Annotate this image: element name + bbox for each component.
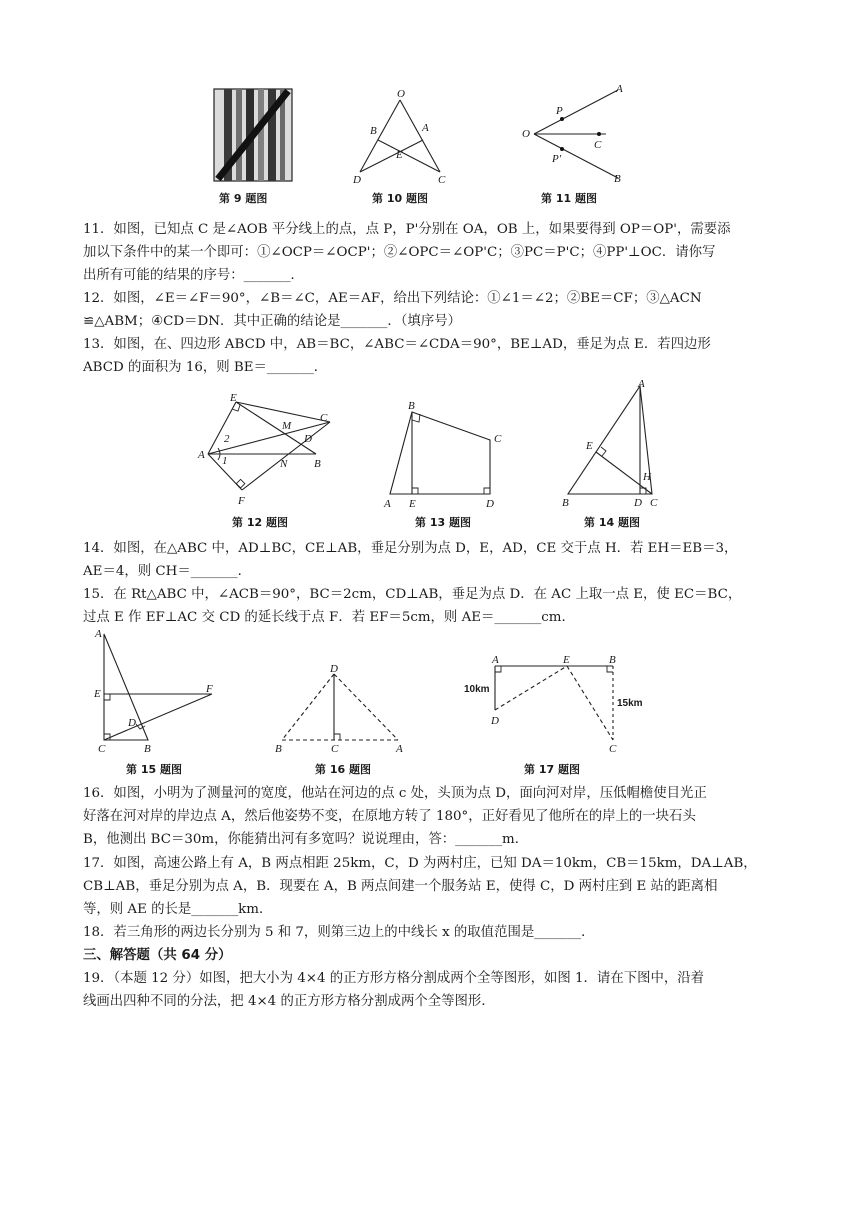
figure-16 — [272, 662, 412, 754]
fig17-cb-label: 15km — [617, 698, 643, 709]
svg-text:A: A — [422, 122, 429, 134]
svg-text:D: D — [128, 717, 136, 729]
svg-text:B: B — [408, 400, 415, 412]
question-12-line-2: ≌△ABM；④CD＝DN．其中正确的结论是_______．（填序号） — [83, 314, 461, 329]
figure-12 — [196, 392, 336, 510]
svg-text:D: D — [304, 433, 312, 445]
svg-text:E: E — [94, 688, 101, 700]
svg-text:D: D — [491, 715, 499, 727]
svg-text:N: N — [280, 458, 288, 470]
svg-text:D: D — [330, 663, 338, 675]
figure-12-caption: 第 12 题图 — [232, 516, 288, 529]
figure-14-caption: 第 14 题图 — [584, 516, 640, 529]
figure-11 — [520, 84, 630, 184]
figure-9 — [214, 89, 292, 181]
question-14-line-1: 14．如图，在△ABC 中，AD⊥BC，CE⊥AB，垂足分别为点 D，E，AD，CE 交于点 H．若 EH＝EB＝3， — [83, 541, 738, 556]
svg-text:D: D — [634, 497, 642, 509]
question-11 — [83, 218, 783, 287]
svg-text:A: A — [616, 83, 623, 95]
question-14 — [83, 537, 783, 583]
svg-text:2: 2 — [224, 433, 230, 445]
question-13 — [83, 333, 783, 379]
question-18-line-1: 18．若三角形的两边长分别为 5 和 7，则第三边上的中线长 x 的取值范围是_______． — [83, 925, 595, 940]
question-15-line-1: 15．在 Rt△ABC 中，∠ACB＝90°，BC＝2cm，CD⊥AB，垂足为点 D．在 AC 上取一点 E，使 EC＝BC， — [83, 587, 742, 602]
svg-text:C: C — [494, 433, 502, 445]
svg-text:E: E — [230, 392, 237, 404]
svg-text:A: A — [638, 378, 645, 390]
svg-text:C: C — [331, 743, 339, 755]
svg-text:B: B — [275, 743, 282, 755]
svg-text:F: F — [206, 683, 213, 695]
figure-13-caption: 第 13 题图 — [415, 516, 471, 529]
svg-text:O: O — [522, 128, 530, 140]
svg-text:E: E — [586, 440, 593, 452]
question-16-line-3: B，他测出 BC＝30m，你能猜出河有多宽吗？说说理由，答：_______m． — [83, 832, 529, 847]
svg-text:P: P — [556, 105, 563, 117]
figure-10-caption: 第 10 题图 — [372, 192, 428, 205]
question-19 — [83, 967, 783, 1013]
svg-text:C: C — [594, 139, 602, 151]
svg-text:M: M — [282, 420, 292, 432]
question-12 — [83, 287, 783, 333]
svg-text:B: B — [314, 458, 321, 470]
svg-text:A: A — [384, 498, 391, 510]
figure-14 — [558, 380, 668, 510]
svg-text:E: E — [396, 149, 403, 161]
svg-text:A: A — [396, 743, 403, 755]
svg-text:C: C — [650, 497, 658, 509]
figure-16-caption: 第 16 题图 — [315, 763, 371, 776]
svg-text:E: E — [409, 498, 416, 510]
figure-17-caption: 第 17 题图 — [524, 763, 580, 776]
svg-text:1: 1 — [222, 455, 228, 467]
svg-text:C: C — [98, 743, 106, 755]
svg-text:B: B — [144, 743, 151, 755]
question-16-line-1: 16．如图，小明为了测量河的宽度，他站在河边的点 c 处，头顶为点 D，面向河对岸，压低帽檐使目光正 — [83, 786, 707, 801]
svg-text:H: H — [643, 471, 651, 483]
svg-text:O: O — [397, 88, 405, 100]
svg-text:C: C — [609, 743, 617, 755]
svg-text:D: D — [353, 174, 361, 186]
question-17-line-2: CB⊥AB，垂足分别为点 A，B．现要在 A，B 两点间建一个服务站 E，使得 C，D 两村庄到 E 站的距离相 — [83, 879, 718, 894]
figure-11-caption: 第 11 题图 — [541, 192, 597, 205]
question-11-line-2: 加以下条件中的某一个即可：①∠OCP＝∠OCP'；②∠OPC＝∠OP'C；③PC＝P'C；④PP'⊥OC．请你写 — [83, 245, 716, 260]
question-19-line-1: 19．（本题 12 分）如图，把大小为 4×4 的正方形方格分割成两个全等图形，如图 1．请在下图中，沿着 — [83, 971, 705, 986]
question-16-line-2: 好落在河对岸的岸边点 A，然后他姿势不变，在原地方转了 180°，正好看见了他所在的岸上的一块石头 — [83, 809, 696, 824]
svg-text:B: B — [370, 125, 377, 137]
figure-15-caption: 第 15 题图 — [126, 763, 182, 776]
question-17-line-3: 等，则 AE 的长是_______km． — [83, 902, 273, 917]
section-3-heading: 三、解答题（共 64 分） — [83, 948, 232, 963]
fig17-da-label: 10km — [464, 684, 490, 695]
svg-text:E: E — [563, 654, 570, 666]
figure-13 — [382, 398, 512, 510]
svg-text:P': P' — [552, 153, 562, 165]
figure-15 — [92, 628, 218, 754]
figure-17 — [463, 652, 643, 756]
question-15-line-2: 过点 E 作 EF⊥AC 交 CD 的延长线于点 F．若 EF＝5cm，则 AE＝_______cm． — [83, 610, 575, 625]
question-17-line-1: 17．如图，高速公路上有 A，B 两点相距 25km，C，D 为两村庄，已知 DA＝10km，CB＝15km，DA⊥AB， — [83, 856, 757, 871]
svg-text:A: A — [198, 449, 205, 461]
question-17 — [83, 852, 783, 921]
question-13-line-2: ABCD 的面积为 16，则 BE＝_______． — [83, 360, 328, 375]
svg-text:B: B — [614, 173, 621, 185]
question-14-line-2: AE＝4，则 CH＝_______． — [83, 564, 251, 579]
question-12-line-1: 12．如图，∠E＝∠F＝90°，∠B＝∠C，AE＝AF，给出下列结论：①∠1＝∠2；②BE＝CF；③△ACN — [83, 291, 702, 306]
question-11-line-1: 11．如图，已知点 C 是∠AOB 平分线上的点，点 P，P'分别在 OA，OB 上，如果要得到 OP＝OP'，需要添 — [83, 222, 731, 237]
question-13-line-1: 13．如图，在、四边形 ABCD 中，AB＝BC，∠ABC＝∠CDA＝90°，BE⊥AD，垂足为点 E．若四边形 — [83, 337, 711, 352]
svg-text:B: B — [562, 497, 569, 509]
svg-text:A: A — [95, 628, 102, 640]
question-18 — [83, 921, 783, 944]
question-15 — [83, 583, 783, 629]
figure-10 — [350, 88, 450, 184]
question-19-line-2: 线画出四种不同的分法，把 4×4 的正方形方格分割成两个全等图形． — [83, 994, 495, 1009]
svg-text:C: C — [320, 412, 328, 424]
question-16 — [83, 782, 783, 851]
svg-text:F: F — [238, 495, 245, 507]
svg-text:B: B — [609, 654, 616, 666]
svg-text:A: A — [492, 654, 499, 666]
svg-text:C: C — [438, 174, 446, 186]
svg-text:D: D — [486, 498, 494, 510]
question-11-line-3: 出所有可能的结果的序号：_______． — [83, 268, 304, 283]
figure-9-caption: 第 9 题图 — [219, 192, 268, 205]
